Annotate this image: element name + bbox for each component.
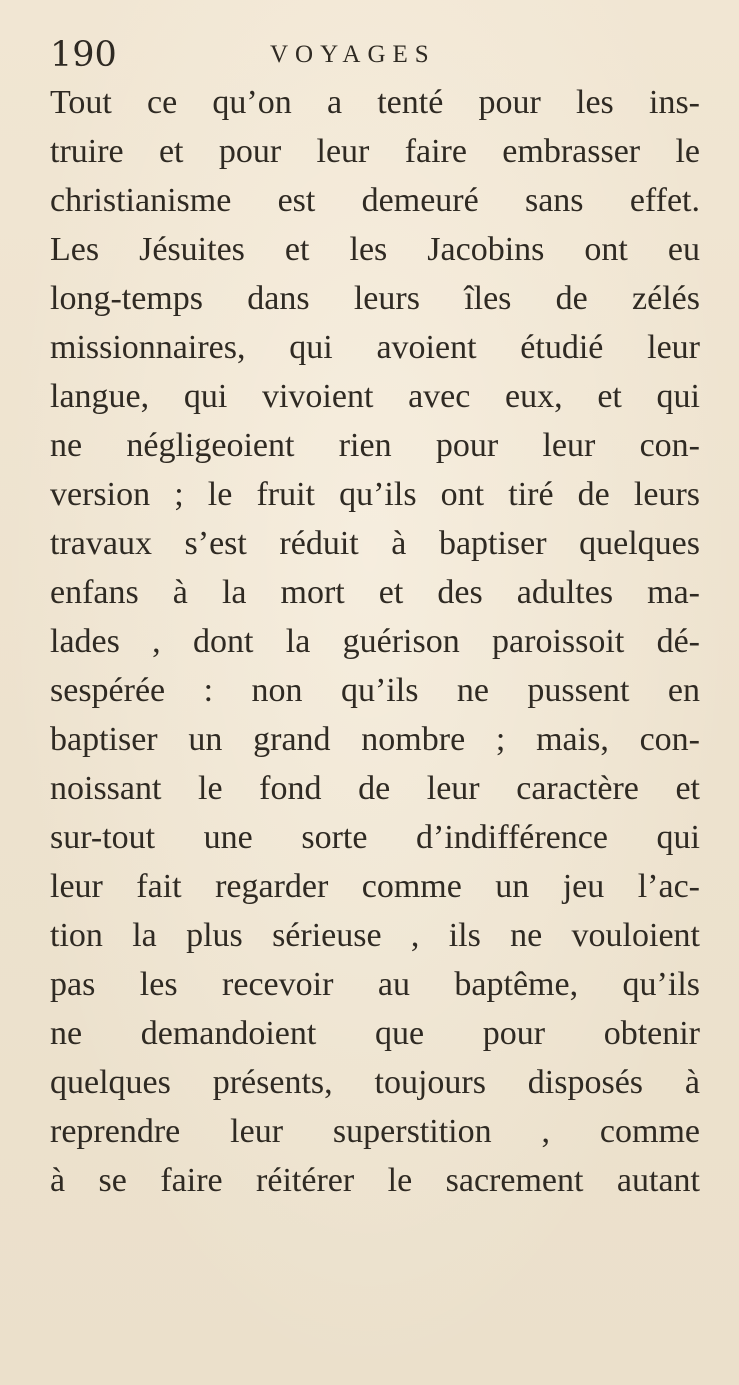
text-line: missionnaires, qui avoient étudié leur bbox=[50, 329, 700, 366]
text-line: version ; le fruit qu’ils ont tiré de leurs bbox=[50, 476, 700, 513]
text-line: tion la plus sérieuse , ils ne vouloient bbox=[50, 917, 700, 954]
text-line: reprendre leur superstition , comme bbox=[50, 1113, 700, 1150]
text-line: Tout ce qu’on a tenté pour les ins- bbox=[50, 84, 700, 121]
text-line: long-temps dans leurs îles de zélés bbox=[50, 280, 700, 317]
text-line: sur-tout une sorte d’indifférence qui bbox=[50, 819, 700, 856]
text-line: leur fait regarder comme un jeu l’ac- bbox=[50, 868, 700, 905]
text-line: enfans à la mort et des adultes ma- bbox=[50, 574, 700, 611]
text-line: truire et pour leur faire embrasser le bbox=[50, 133, 700, 170]
text-line: à se faire réitérer le sacrement autant bbox=[50, 1162, 700, 1199]
text-line: langue, qui vivoient avec eux, et qui bbox=[50, 378, 700, 415]
text-line: christianisme est demeuré sans effet. bbox=[50, 182, 700, 219]
text-line: travaux s’est réduit à baptiser quelques bbox=[50, 525, 700, 562]
text-line: sespérée : non qu’ils ne pussent en bbox=[50, 672, 700, 709]
text-line: Les Jésuites et les Jacobins ont eu bbox=[50, 231, 700, 268]
page-number: 190 bbox=[50, 35, 117, 75]
text-line: ne demandoient que pour obtenir bbox=[50, 1015, 700, 1052]
text-line: baptiser un grand nombre ; mais, con- bbox=[50, 721, 700, 758]
text-line: lades , dont la guérison paroissoit dé- bbox=[50, 623, 700, 660]
body-text bbox=[50, 78, 700, 1218]
text-line: quelques présents, toujours disposés à bbox=[50, 1064, 700, 1101]
text-line: pas les recevoir au baptême, qu’ils bbox=[50, 966, 700, 1003]
page-header bbox=[50, 30, 690, 80]
running-title: VOYAGES bbox=[270, 41, 436, 68]
text-line: ne négligeoient rien pour leur con- bbox=[50, 427, 700, 464]
text-line: noissant le fond de leur caractère et bbox=[50, 770, 700, 807]
